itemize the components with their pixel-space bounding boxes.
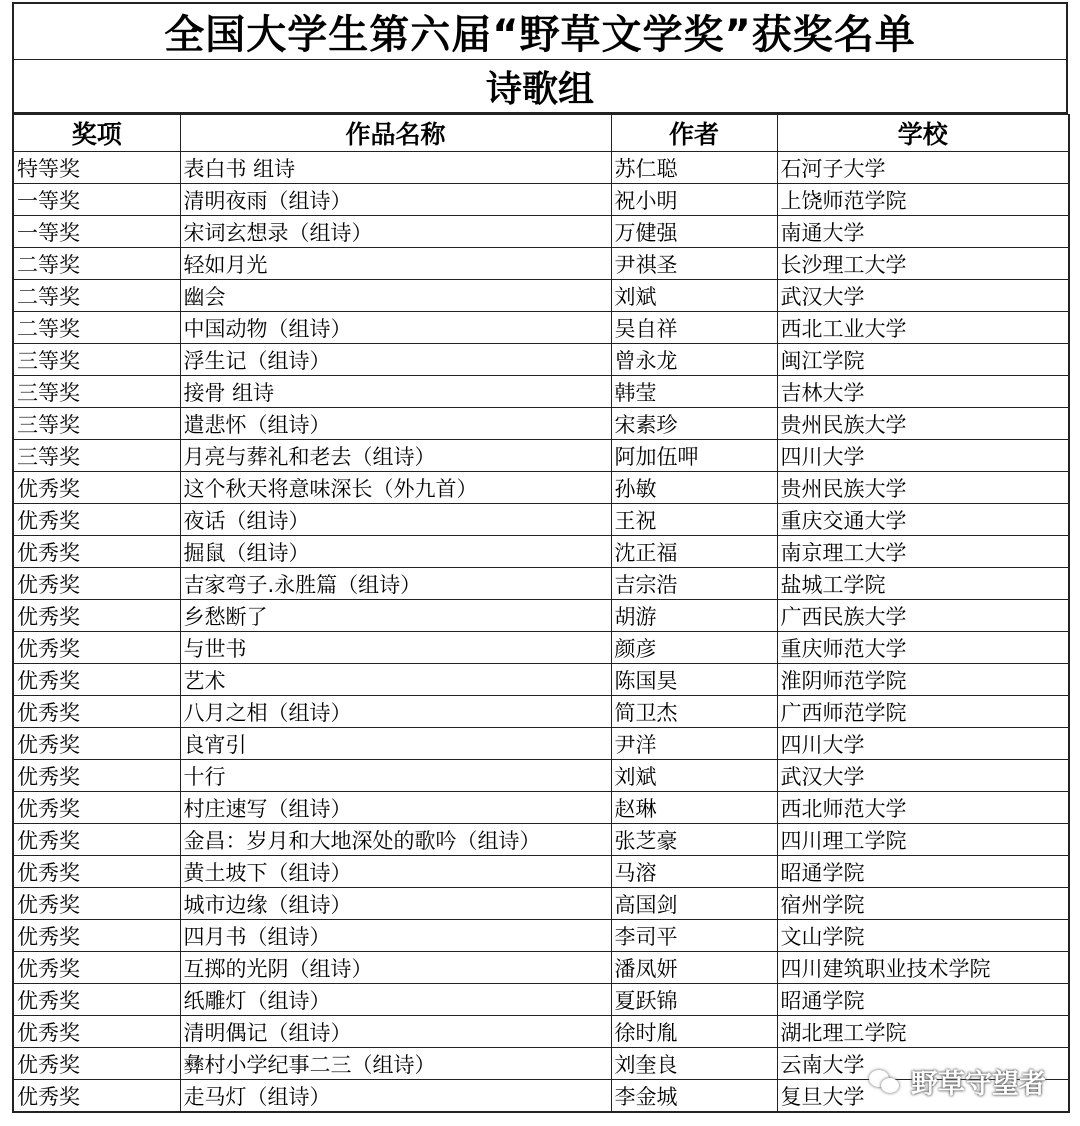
cell-author: 李司平 — [611, 920, 777, 952]
award-list-sheet — [12, 2, 1068, 1113]
table-row — [13, 312, 1069, 344]
cell-work-title: 表白书 组诗 — [180, 152, 611, 184]
cell-award: 优秀奖 — [13, 696, 180, 728]
cell-award: 优秀奖 — [13, 760, 180, 792]
cell-award: 一等奖 — [13, 184, 180, 216]
cell-author: 祝小明 — [611, 184, 777, 216]
cell-work-title: 轻如月光 — [180, 248, 611, 280]
cell-award: 优秀奖 — [13, 888, 180, 920]
cell-author: 颜彦 — [611, 632, 777, 664]
watermark-text: 野草守望者 — [911, 1069, 1046, 1100]
cell-work-title: 夜话（组诗） — [180, 504, 611, 536]
cell-school: 淮阴师范学院 — [777, 664, 1069, 696]
cell-work-title: 互掷的光阴（组诗） — [180, 952, 611, 984]
cell-author: 沈正福 — [611, 536, 777, 568]
cell-award: 优秀奖 — [13, 728, 180, 760]
cell-award: 优秀奖 — [13, 632, 180, 664]
table-row — [13, 856, 1069, 888]
table-row — [13, 216, 1069, 248]
cell-award: 优秀奖 — [13, 600, 180, 632]
table-row — [13, 952, 1069, 984]
cell-author: 胡游 — [611, 600, 777, 632]
table-row — [13, 824, 1069, 856]
cell-award: 优秀奖 — [13, 792, 180, 824]
cell-school: 宿州学院 — [777, 888, 1069, 920]
cell-school: 复旦大学 — [777, 1080, 1069, 1113]
cell-work-title: 清明偶记（组诗） — [180, 1016, 611, 1048]
table-row — [13, 536, 1069, 568]
table-row — [13, 600, 1069, 632]
cell-author: 尹洋 — [611, 728, 777, 760]
cell-work-title: 纸雕灯（组诗） — [180, 984, 611, 1016]
table-body — [13, 152, 1069, 1113]
cell-school: 盐城工学院 — [777, 568, 1069, 600]
cell-school: 昭通学院 — [777, 856, 1069, 888]
table-row — [13, 1016, 1069, 1048]
table-row — [13, 920, 1069, 952]
cell-author: 陈国昊 — [611, 664, 777, 696]
cell-author: 徐时胤 — [611, 1016, 777, 1048]
cell-school: 武汉大学 — [777, 280, 1069, 312]
cell-award: 优秀奖 — [13, 984, 180, 1016]
cell-work-title: 艺术 — [180, 664, 611, 696]
cell-author: 赵琳 — [611, 792, 777, 824]
cell-school: 西北工业大学 — [777, 312, 1069, 344]
cell-award: 二等奖 — [13, 280, 180, 312]
cell-award: 一等奖 — [13, 216, 180, 248]
table-row — [13, 440, 1069, 472]
cell-author: 万健强 — [611, 216, 777, 248]
cell-work-title: 宋词玄想录（组诗） — [180, 216, 611, 248]
cell-award: 优秀奖 — [13, 1080, 180, 1113]
cell-work-title: 四月书（组诗） — [180, 920, 611, 952]
cell-author: 吴自祥 — [611, 312, 777, 344]
header-school: 学校 — [777, 115, 1069, 152]
cell-award: 三等奖 — [13, 440, 180, 472]
cell-work-title: 八月之相（组诗） — [180, 696, 611, 728]
table-row — [13, 792, 1069, 824]
table-row — [13, 376, 1069, 408]
wechat-icon — [869, 1068, 903, 1096]
cell-author: 尹祺圣 — [611, 248, 777, 280]
cell-award: 优秀奖 — [13, 536, 180, 568]
cell-work-title: 这个秋天将意味深长（外九首） — [180, 472, 611, 504]
cell-author: 阿加伍呷 — [611, 440, 777, 472]
table-row — [13, 504, 1069, 536]
cell-award: 三等奖 — [13, 344, 180, 376]
cell-work-title: 走马灯（组诗） — [180, 1080, 611, 1113]
table-row — [13, 184, 1069, 216]
cell-work-title: 中国动物（组诗） — [180, 312, 611, 344]
cell-award: 优秀奖 — [13, 1048, 180, 1080]
cell-author: 李金城 — [611, 1080, 777, 1113]
cell-work-title: 接骨 组诗 — [180, 376, 611, 408]
header-author: 作者 — [611, 115, 777, 152]
cell-award: 优秀奖 — [13, 568, 180, 600]
cell-author: 张芝豪 — [611, 824, 777, 856]
cell-school: 四川大学 — [777, 728, 1069, 760]
header-award: 奖项 — [13, 115, 180, 152]
cell-school: 四川理工学院 — [777, 824, 1069, 856]
cell-award: 特等奖 — [13, 152, 180, 184]
cell-work-title: 良宵引 — [180, 728, 611, 760]
table-row — [13, 568, 1069, 600]
table-header-row — [13, 115, 1069, 152]
table-row — [13, 632, 1069, 664]
cell-work-title: 吉家弯子.永胜篇（组诗） — [180, 568, 611, 600]
cell-author: 刘斌 — [611, 760, 777, 792]
cell-award: 二等奖 — [13, 248, 180, 280]
cell-author: 韩莹 — [611, 376, 777, 408]
watermark — [869, 1062, 1046, 1101]
cell-author: 刘斌 — [611, 280, 777, 312]
cell-author: 夏跃锦 — [611, 984, 777, 1016]
award-table — [12, 114, 1070, 1113]
table-row — [13, 760, 1069, 792]
page-title: 全国大学生第六届“野草文学奖”获奖名单 — [12, 2, 1068, 60]
cell-award: 优秀奖 — [13, 824, 180, 856]
cell-work-title: 月亮与葬礼和老去（组诗） — [180, 440, 611, 472]
cell-award: 三等奖 — [13, 408, 180, 440]
cell-school: 西北师范大学 — [777, 792, 1069, 824]
cell-author: 简卫杰 — [611, 696, 777, 728]
table-row — [13, 280, 1069, 312]
cell-work-title: 金昌：岁月和大地深处的歌吟（组诗） — [180, 824, 611, 856]
table-row — [13, 888, 1069, 920]
cell-award: 优秀奖 — [13, 920, 180, 952]
cell-school: 重庆交通大学 — [777, 504, 1069, 536]
cell-award: 优秀奖 — [13, 1016, 180, 1048]
cell-school: 广西师范学院 — [777, 696, 1069, 728]
cell-school: 南通大学 — [777, 216, 1069, 248]
cell-school: 广西民族大学 — [777, 600, 1069, 632]
cell-work-title: 掘鼠（组诗） — [180, 536, 611, 568]
cell-author: 宋素珍 — [611, 408, 777, 440]
cell-school: 湖北理工学院 — [777, 1016, 1069, 1048]
cell-school: 昭通学院 — [777, 984, 1069, 1016]
cell-author: 马溶 — [611, 856, 777, 888]
cell-author: 苏仁聪 — [611, 152, 777, 184]
cell-author: 潘凤妍 — [611, 952, 777, 984]
cell-school: 四川建筑职业技术学院 — [777, 952, 1069, 984]
cell-school: 上饶师范学院 — [777, 184, 1069, 216]
section-subtitle: 诗歌组 — [12, 60, 1068, 114]
table-row — [13, 664, 1069, 696]
cell-award: 优秀奖 — [13, 504, 180, 536]
cell-school: 文山学院 — [777, 920, 1069, 952]
cell-work-title: 十行 — [180, 760, 611, 792]
cell-author: 吉宗浩 — [611, 568, 777, 600]
cell-work-title: 浮生记（组诗） — [180, 344, 611, 376]
cell-author: 高国剑 — [611, 888, 777, 920]
header-work-title: 作品名称 — [180, 115, 611, 152]
cell-work-title: 黄土坡下（组诗） — [180, 856, 611, 888]
table-row — [13, 248, 1069, 280]
table-row — [13, 344, 1069, 376]
cell-work-title: 清明夜雨（组诗） — [180, 184, 611, 216]
cell-work-title: 村庄速写（组诗） — [180, 792, 611, 824]
cell-work-title: 彝村小学纪事二三（组诗） — [180, 1048, 611, 1080]
cell-school: 贵州民族大学 — [777, 472, 1069, 504]
cell-school: 云南大学 — [777, 1048, 1069, 1080]
cell-school: 闽江学院 — [777, 344, 1069, 376]
cell-school: 吉林大学 — [777, 376, 1069, 408]
cell-author: 孙敏 — [611, 472, 777, 504]
cell-school: 南京理工大学 — [777, 536, 1069, 568]
table-row — [13, 728, 1069, 760]
cell-school: 四川大学 — [777, 440, 1069, 472]
table-row — [13, 408, 1069, 440]
cell-work-title: 幽会 — [180, 280, 611, 312]
cell-award: 优秀奖 — [13, 472, 180, 504]
cell-work-title: 与世书 — [180, 632, 611, 664]
cell-award: 二等奖 — [13, 312, 180, 344]
cell-award: 优秀奖 — [13, 952, 180, 984]
cell-author: 刘奎良 — [611, 1048, 777, 1080]
cell-work-title: 乡愁断了 — [180, 600, 611, 632]
table-row — [13, 696, 1069, 728]
cell-school: 武汉大学 — [777, 760, 1069, 792]
cell-school: 贵州民族大学 — [777, 408, 1069, 440]
cell-school: 重庆师范大学 — [777, 632, 1069, 664]
cell-author: 曾永龙 — [611, 344, 777, 376]
cell-award: 三等奖 — [13, 376, 180, 408]
table-row — [13, 984, 1069, 1016]
cell-work-title: 城市边缘（组诗） — [180, 888, 611, 920]
table-row — [13, 152, 1069, 184]
cell-school: 长沙理工大学 — [777, 248, 1069, 280]
cell-award: 优秀奖 — [13, 856, 180, 888]
cell-school: 石河子大学 — [777, 152, 1069, 184]
cell-award: 优秀奖 — [13, 664, 180, 696]
cell-author: 王祝 — [611, 504, 777, 536]
cell-work-title: 遣悲怀（组诗） — [180, 408, 611, 440]
table-row — [13, 472, 1069, 504]
